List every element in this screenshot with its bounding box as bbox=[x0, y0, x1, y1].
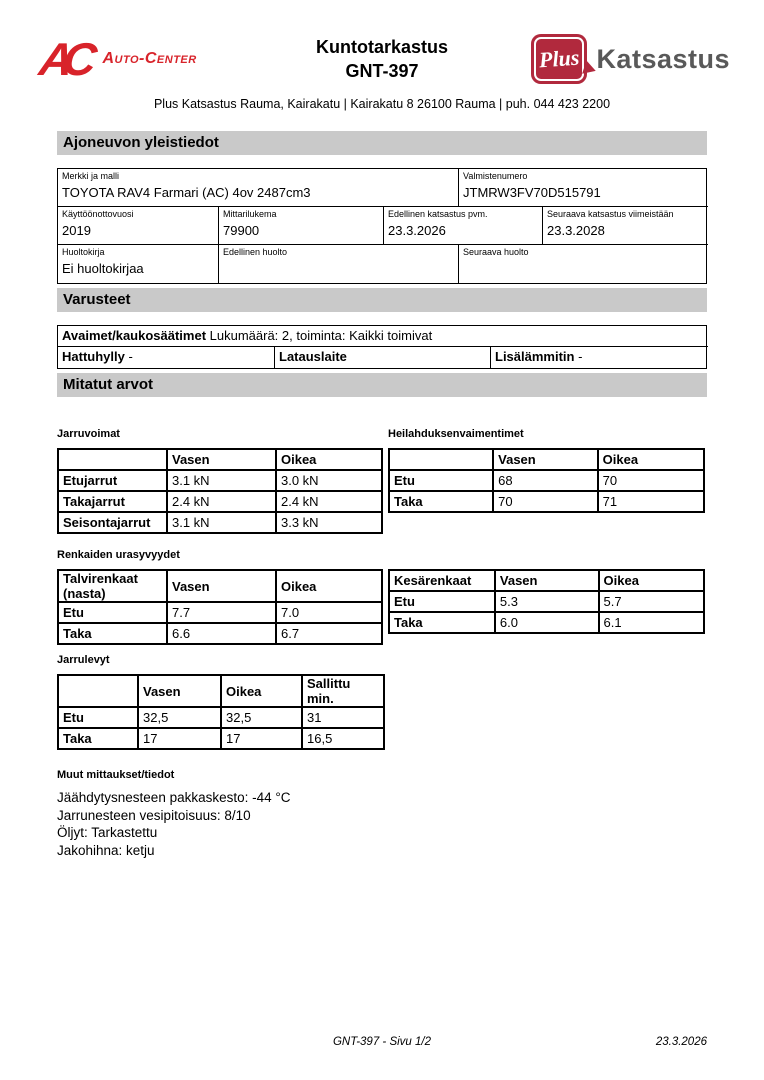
row-label: Taka bbox=[389, 491, 493, 512]
section-header-equipment: Varusteet bbox=[57, 288, 707, 312]
brake-discs-title: Jarrulevyt bbox=[57, 654, 110, 666]
service-book-value: Ei huoltokirjaa bbox=[62, 261, 144, 276]
make-model-label: Merkki ja malli bbox=[62, 171, 120, 181]
page-title bbox=[316, 35, 448, 84]
first-use-year-label: Käyttöönottovuosi bbox=[62, 209, 134, 219]
cell-keys-remotes bbox=[58, 326, 708, 347]
cell-value: 17 bbox=[221, 728, 302, 749]
brake-forces-table bbox=[57, 448, 383, 534]
brake-fluid-line: Jarrunesteen vesipitoisuus: 8/10 bbox=[57, 807, 251, 823]
other-measurements bbox=[57, 769, 707, 859]
cell-charger bbox=[275, 347, 491, 368]
cell-value: 70 bbox=[493, 491, 598, 512]
katsastus-wordmark: Katsastus bbox=[596, 43, 730, 74]
keys-remotes-value: Lukumäärä: 2, toiminta: Kaikki toimivat bbox=[206, 328, 433, 343]
winter-tyres-corner: Talvirenkaat (nasta) bbox=[58, 570, 167, 602]
section-header-measured: Mitatut arvot bbox=[57, 373, 707, 397]
row-label: Etu bbox=[58, 602, 167, 623]
next-inspection-label: Seuraava katsastus viimeistään bbox=[547, 209, 674, 219]
summer-tyres-table bbox=[388, 569, 705, 634]
auto-center-mark-icon: AC bbox=[36, 33, 91, 85]
cell-value: 5.7 bbox=[599, 591, 704, 612]
winter-tyres-col-right: Oikea bbox=[276, 570, 382, 602]
summer-tyres-col-right: Oikea bbox=[599, 570, 704, 591]
cell-service-book bbox=[58, 245, 219, 283]
plus-katsastus-logo bbox=[534, 34, 730, 84]
brake-discs-table bbox=[57, 674, 385, 750]
equipment-table bbox=[57, 325, 707, 369]
cell-value: 3.0 kN bbox=[276, 470, 382, 491]
cell-value: 6.0 bbox=[495, 612, 599, 633]
tyre-section-title: Renkaiden urasyvyydet bbox=[57, 549, 180, 561]
brake-discs-col-left: Vasen bbox=[138, 675, 221, 707]
row-label: Taka bbox=[389, 612, 495, 633]
row-label: Taka bbox=[58, 728, 138, 749]
odometer-value: 79900 bbox=[223, 223, 260, 238]
make-model-value: TOYOTA RAV4 Farmari (AC) 4ov 2487cm3 bbox=[62, 185, 311, 200]
cell-value: 5.3 bbox=[495, 591, 599, 612]
plus-badge-icon bbox=[531, 34, 587, 84]
row-label: Etu bbox=[58, 707, 138, 728]
cell-value: 3.1 kN bbox=[167, 470, 276, 491]
next-service-label: Seuraava huolto bbox=[463, 247, 529, 257]
cell-value: 71 bbox=[598, 491, 704, 512]
shock-absorbers-col-right: Oikea bbox=[598, 449, 704, 470]
cell-value: 32,5 bbox=[221, 707, 302, 728]
plus-badge-word: Plus bbox=[538, 44, 581, 73]
footer-date: 23.3.2026 bbox=[655, 1036, 707, 1048]
cell-vin bbox=[459, 169, 708, 207]
brake-forces-col-left: Vasen bbox=[167, 449, 276, 470]
station-address-line: Plus Katsastus Rauma, Kairakatu | Kairakatu 8 26100 Rauma | puh. 044 423 2200 bbox=[153, 97, 611, 111]
auto-center-logo bbox=[36, 33, 230, 85]
brake-forces-title: Jarruvoimat bbox=[57, 428, 120, 440]
table-row bbox=[58, 470, 382, 491]
winter-tyres-col-left: Vasen bbox=[167, 570, 276, 602]
cell-previous-service bbox=[219, 245, 459, 283]
cell-value: 70 bbox=[598, 470, 704, 491]
table-row bbox=[389, 470, 704, 491]
section-header-general: Ajoneuvon yleistiedot bbox=[57, 131, 707, 155]
cell-hat-shelf bbox=[58, 347, 275, 368]
footer-page-indicator: GNT-397 - Sivu 1/2 bbox=[332, 1036, 431, 1048]
table-row bbox=[58, 602, 382, 623]
hat-shelf-value: - bbox=[124, 349, 133, 364]
cell-value: 6.6 bbox=[167, 623, 276, 644]
cell-odometer bbox=[219, 207, 384, 245]
table-row bbox=[58, 623, 382, 644]
row-label: Etujarrut bbox=[58, 470, 167, 491]
report-type-title: Kuntotarkastus bbox=[315, 36, 449, 57]
brake-discs-col-right: Oikea bbox=[221, 675, 302, 707]
charger-label: Latauslaite bbox=[279, 349, 347, 364]
vin-value: JTMRW3FV70D515791 bbox=[463, 185, 601, 200]
shock-absorbers-table bbox=[388, 448, 705, 513]
vehicle-info-table bbox=[57, 168, 707, 284]
aux-heater-label: Lisälämmitin bbox=[495, 349, 575, 364]
shock-absorbers-corner bbox=[389, 449, 493, 470]
shock-absorbers-title: Heilahduksenvaimentimet bbox=[388, 428, 524, 440]
coolant-freeze-line: Jäähdytysnesteen pakkaskesto: -44 °C bbox=[57, 790, 291, 805]
auto-center-name: Auto-Center bbox=[102, 50, 197, 67]
winter-tyres-table bbox=[57, 569, 383, 645]
service-book-label: Huoltokirja bbox=[62, 247, 105, 257]
timing-belt-line: Jakohihna: ketju bbox=[57, 842, 155, 858]
row-label: Etu bbox=[389, 470, 493, 491]
next-inspection-value: 23.3.2028 bbox=[547, 223, 605, 238]
table-row bbox=[389, 491, 704, 512]
cell-previous-inspection bbox=[384, 207, 543, 245]
brake-forces-col-right: Oikea bbox=[276, 449, 382, 470]
table-row bbox=[58, 728, 384, 749]
table-row bbox=[58, 512, 382, 533]
table-row bbox=[389, 612, 704, 633]
report-header bbox=[36, 26, 730, 92]
cell-next-inspection bbox=[543, 207, 708, 245]
table-row bbox=[58, 491, 382, 512]
cell-make-model bbox=[58, 169, 459, 207]
odometer-label: Mittarilukema bbox=[223, 209, 277, 219]
table-row bbox=[389, 591, 704, 612]
cell-value: 2.4 kN bbox=[167, 491, 276, 512]
hat-shelf-label: Hattuhylly bbox=[62, 349, 125, 364]
brake-discs-corner bbox=[58, 675, 138, 707]
cell-value: 17 bbox=[138, 728, 221, 749]
cell-aux-heater bbox=[491, 347, 708, 368]
cell-value: 31 bbox=[302, 707, 384, 728]
previous-service-label: Edellinen huolto bbox=[223, 247, 288, 257]
cell-value: 32,5 bbox=[138, 707, 221, 728]
row-label: Taka bbox=[58, 623, 167, 644]
cell-value: 3.1 kN bbox=[167, 512, 276, 533]
shock-absorbers-col-left: Vasen bbox=[493, 449, 598, 470]
previous-inspection-label: Edellinen katsastus pvm. bbox=[388, 209, 488, 219]
row-label: Takajarrut bbox=[58, 491, 167, 512]
previous-inspection-value: 23.3.2026 bbox=[388, 223, 446, 238]
oils-line: Öljyt: Tarkastettu bbox=[57, 825, 158, 840]
brake-forces-corner bbox=[58, 449, 167, 470]
plus-badge-tail-icon bbox=[583, 60, 599, 77]
cell-value: 16,5 bbox=[302, 728, 384, 749]
aux-heater-value: - bbox=[574, 349, 583, 364]
brake-discs-col-min: Sallittu min. bbox=[302, 675, 384, 707]
table-row bbox=[58, 707, 384, 728]
row-label: Seisontajarrut bbox=[58, 512, 167, 533]
summer-tyres-col-left: Vasen bbox=[495, 570, 599, 591]
cell-value: 6.1 bbox=[599, 612, 704, 633]
row-label: Etu bbox=[389, 591, 495, 612]
report-body bbox=[57, 131, 707, 859]
vin-label: Valmistenumero bbox=[463, 171, 528, 181]
cell-next-service bbox=[459, 245, 708, 283]
keys-remotes-label: Avaimet/kaukosäätimet bbox=[62, 328, 207, 343]
first-use-year-value: 2019 bbox=[62, 223, 91, 238]
summer-tyres-corner: Kesärenkaat bbox=[389, 570, 495, 591]
cell-value: 3.3 kN bbox=[276, 512, 382, 533]
cell-value: 7.0 bbox=[276, 602, 382, 623]
cell-value: 68 bbox=[493, 470, 598, 491]
cell-value: 2.4 kN bbox=[276, 491, 382, 512]
other-measurements-title: Muut mittaukset/tiedot bbox=[57, 769, 175, 781]
cell-value: 6.7 bbox=[276, 623, 382, 644]
registration-number: GNT-397 bbox=[345, 61, 419, 81]
cell-value: 7.7 bbox=[167, 602, 276, 623]
cell-first-use-year bbox=[58, 207, 219, 245]
